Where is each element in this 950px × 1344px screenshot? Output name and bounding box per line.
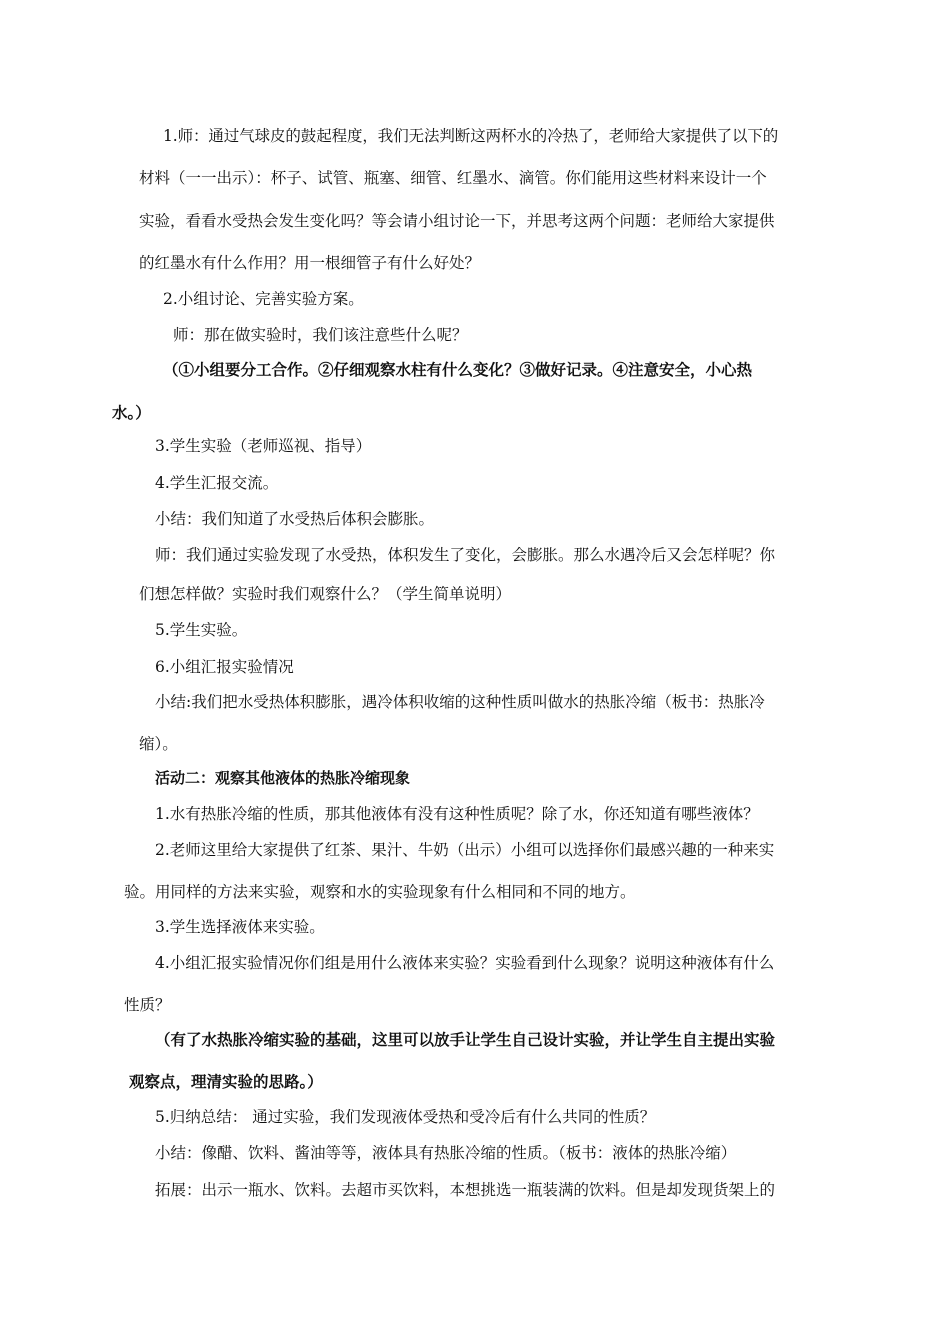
text-line: 5.学生实验。 xyxy=(155,621,248,639)
text-line: 们想怎样做？实验时我们观察什么？（学生简单说明） xyxy=(139,585,512,603)
bold-note-line: （①小组要分工合作。②仔细观察水柱有什么变化？③做好记录。④注意安全，小心热 xyxy=(163,360,753,379)
text-line: 拓展：出示一瓶水、饮料。去超市买饮料，本想挑选一瓶装满的饮料。但是却发现货架上的 xyxy=(155,1181,776,1199)
text-line: 的红墨水有什么作用？用一根细管子有什么好处？ xyxy=(139,254,481,272)
text-line: 2.小组讨论、完善实验方案。 xyxy=(163,290,364,308)
text-line: 性质？ xyxy=(124,996,171,1014)
text-line: 3.学生选择液体来实验。 xyxy=(155,918,325,936)
text-line: 实验，看看水受热会发生变化吗？等会请小组讨论一下，并思考这两个问题：老师给大家提供 xyxy=(139,212,775,230)
section-heading: 活动二：观察其他液体的热胀冷缩现象 xyxy=(155,769,411,787)
bold-note-line: 观察点，理清实验的思路。） xyxy=(129,1072,323,1091)
text-line: 1.师：通过气球皮的鼓起程度，我们无法判断这两杯水的冷热了，老师给大家提供了以下的 xyxy=(163,127,779,145)
text-line: 4.小组汇报实验情况你们组是用什么液体来实验？实验看到什么现象？说明这种液体有什么 xyxy=(155,954,775,972)
text-line: 6.小组汇报实验情况 xyxy=(155,658,294,676)
text-line: 缩）。 xyxy=(139,735,178,753)
text-line: 小结：我们知道了水受热后体积会膨胀。 xyxy=(155,510,435,528)
text-line: 1.水有热胀冷缩的性质，那其他液体有没有这种性质呢？除了水，你还知道有哪些液体？ xyxy=(155,805,759,823)
text-line: 小结:我们把水受热体积膨胀，遇冷体积收缩的这种性质叫做水的热胀冷缩（板书：热胀冷 xyxy=(155,693,765,711)
bold-note-line: 水。） xyxy=(112,403,151,422)
text-line: 验。用同样的方法来实验，观察和水的实验现象有什么相同和不同的地方。 xyxy=(124,883,636,901)
bold-note-line: （有了水热胀冷缩实验的基础，这里可以放手让学生自己设计实验，并让学生自主提出实验 xyxy=(155,1030,776,1049)
text-line: 材料（一一出示）：杯子、试管、瓶塞、细管、红墨水、滴管。你们能用这些材料来设计一个 xyxy=(139,169,767,187)
text-line: 师：那在做实验时，我们该注意些什么呢？ xyxy=(173,326,468,344)
text-line: 3.学生实验（老师巡视、指导） xyxy=(155,437,372,455)
text-line: 小结：像醋、饮料、酱油等等，液体具有热胀冷缩的性质。（板书：液体的热胀冷缩） xyxy=(155,1144,737,1162)
text-line: 5.归纳总结： 通过实验，我们发现液体受热和受冷后有什么共同的性质？ xyxy=(155,1108,656,1126)
text-line: 2.老师这里给大家提供了红茶、果汁、牛奶（出示）小组可以选择你们最感兴趣的一种来实 xyxy=(155,841,775,859)
text-line: 师：我们通过实验发现了水受热，体积发生了变化，会膨胀。那么水遇冷后又会怎样呢？你 xyxy=(155,546,776,564)
text-line: 4.学生汇报交流。 xyxy=(155,474,279,492)
